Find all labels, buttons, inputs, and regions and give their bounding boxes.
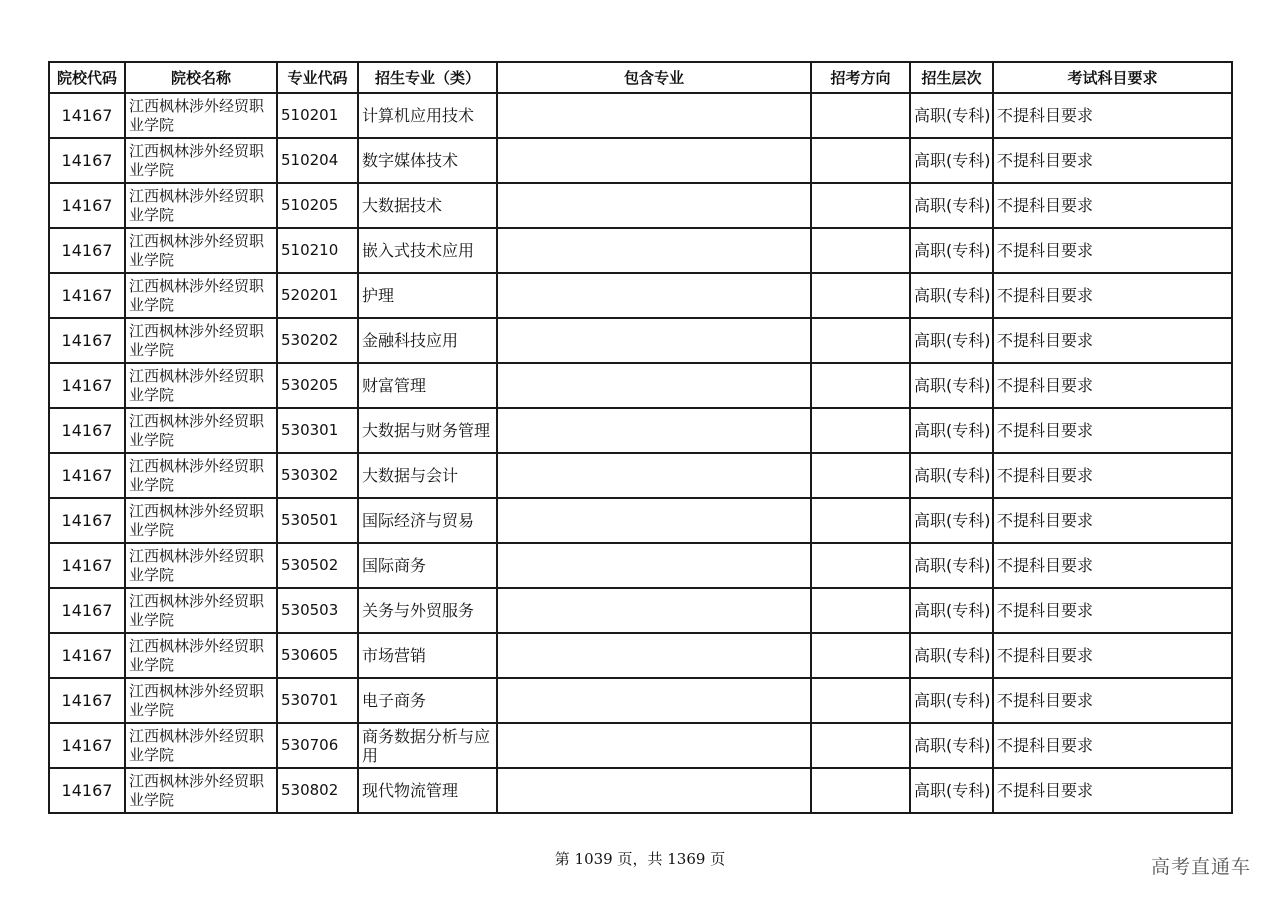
cell-level: 高职(专科) (910, 768, 993, 813)
cell-level: 高职(专科) (910, 543, 993, 588)
cell-school-name: 江西枫林涉外经贸职业学院 (125, 273, 277, 318)
table-row (49, 498, 1232, 543)
cell-requirement: 不提科目要求 (993, 588, 1232, 633)
cell-major-code: 530706 (277, 723, 358, 768)
table-row (49, 228, 1232, 273)
cell-major: 嵌入式技术应用 (358, 228, 497, 273)
cell-requirement: 不提科目要求 (993, 363, 1232, 408)
cell-major: 国际商务 (358, 543, 497, 588)
cell-level: 高职(专科) (910, 228, 993, 273)
cell-school-name: 江西枫林涉外经贸职业学院 (125, 588, 277, 633)
cell-included-majors (497, 678, 811, 723)
cell-major-code: 530605 (277, 633, 358, 678)
cell-major: 大数据与会计 (358, 453, 497, 498)
header-school-name: 院校名称 (125, 62, 277, 93)
cell-major: 国际经济与贸易 (358, 498, 497, 543)
cell-direction (811, 453, 910, 498)
cell-major-code: 530202 (277, 318, 358, 363)
cell-direction (811, 678, 910, 723)
cell-requirement: 不提科目要求 (993, 723, 1232, 768)
table-row (49, 543, 1232, 588)
cell-requirement: 不提科目要求 (993, 138, 1232, 183)
cell-level: 高职(专科) (910, 678, 993, 723)
cell-direction (811, 93, 910, 138)
cell-requirement: 不提科目要求 (993, 93, 1232, 138)
cell-included-majors (497, 183, 811, 228)
cell-requirement: 不提科目要求 (993, 453, 1232, 498)
cell-direction (811, 273, 910, 318)
cell-school-name: 江西枫林涉外经贸职业学院 (125, 183, 277, 228)
cell-level: 高职(专科) (910, 633, 993, 678)
cell-included-majors (497, 543, 811, 588)
table-row (49, 138, 1232, 183)
table-row (49, 318, 1232, 363)
cell-level: 高职(专科) (910, 588, 993, 633)
cell-school-code: 14167 (49, 543, 125, 588)
cell-requirement: 不提科目要求 (993, 273, 1232, 318)
header-level: 招生层次 (910, 62, 993, 93)
cell-requirement: 不提科目要求 (993, 228, 1232, 273)
cell-direction (811, 633, 910, 678)
cell-major: 财富管理 (358, 363, 497, 408)
cell-direction (811, 408, 910, 453)
cell-school-code: 14167 (49, 588, 125, 633)
cell-major-code: 530302 (277, 453, 358, 498)
table-row (49, 723, 1232, 768)
cell-included-majors (497, 498, 811, 543)
cell-level: 高职(专科) (910, 498, 993, 543)
cell-school-code: 14167 (49, 273, 125, 318)
cell-major-code: 530502 (277, 543, 358, 588)
table-row (49, 678, 1232, 723)
cell-direction (811, 723, 910, 768)
cell-level: 高职(专科) (910, 723, 993, 768)
cell-school-code: 14167 (49, 453, 125, 498)
cell-major: 金融科技应用 (358, 318, 497, 363)
cell-included-majors (497, 453, 811, 498)
cell-school-name: 江西枫林涉外经贸职业学院 (125, 453, 277, 498)
cell-level: 高职(专科) (910, 453, 993, 498)
cell-school-name: 江西枫林涉外经贸职业学院 (125, 723, 277, 768)
header-school-code: 院校代码 (49, 62, 125, 93)
cell-requirement: 不提科目要求 (993, 498, 1232, 543)
cell-included-majors (497, 768, 811, 813)
cell-school-name: 江西枫林涉外经贸职业学院 (125, 633, 277, 678)
cell-direction (811, 543, 910, 588)
cell-school-name: 江西枫林涉外经贸职业学院 (125, 363, 277, 408)
cell-level: 高职(专科) (910, 408, 993, 453)
cell-major-code: 530501 (277, 498, 358, 543)
header-requirement: 考试科目要求 (993, 62, 1232, 93)
cell-school-code: 14167 (49, 93, 125, 138)
cell-major-code: 510210 (277, 228, 358, 273)
cell-major-code: 530301 (277, 408, 358, 453)
cell-school-code: 14167 (49, 138, 125, 183)
watermark-text: 高考直通车 (1150, 856, 1251, 878)
cell-included-majors (497, 363, 811, 408)
cell-major: 大数据技术 (358, 183, 497, 228)
cell-direction (811, 138, 910, 183)
cell-level: 高职(专科) (910, 363, 993, 408)
cell-major: 电子商务 (358, 678, 497, 723)
cell-direction (811, 363, 910, 408)
enrollment-majors-table (48, 61, 1233, 814)
cell-direction (811, 498, 910, 543)
header-major: 招生专业（类） (358, 62, 497, 93)
cell-level: 高职(专科) (910, 93, 993, 138)
cell-level: 高职(专科) (910, 318, 993, 363)
cell-major-code: 530205 (277, 363, 358, 408)
table-row (49, 633, 1232, 678)
cell-school-code: 14167 (49, 723, 125, 768)
cell-major-code: 530802 (277, 768, 358, 813)
cell-direction (811, 228, 910, 273)
cell-school-code: 14167 (49, 498, 125, 543)
table-row (49, 768, 1232, 813)
cell-school-code: 14167 (49, 768, 125, 813)
cell-direction (811, 318, 910, 363)
cell-direction (811, 183, 910, 228)
cell-school-name: 江西枫林涉外经贸职业学院 (125, 138, 277, 183)
table-row (49, 453, 1232, 498)
cell-school-code: 14167 (49, 633, 125, 678)
cell-major-code: 510205 (277, 183, 358, 228)
cell-major-code: 520201 (277, 273, 358, 318)
cell-major: 关务与外贸服务 (358, 588, 497, 633)
cell-major: 数字媒体技术 (358, 138, 497, 183)
cell-school-code: 14167 (49, 183, 125, 228)
cell-included-majors (497, 408, 811, 453)
cell-major-code: 510201 (277, 93, 358, 138)
cell-school-name: 江西枫林涉外经贸职业学院 (125, 93, 277, 138)
cell-level: 高职(专科) (910, 183, 993, 228)
table-row (49, 588, 1232, 633)
cell-level: 高职(专科) (910, 138, 993, 183)
header-major-code: 专业代码 (277, 62, 358, 93)
table-row (49, 408, 1232, 453)
table-body (49, 93, 1232, 813)
cell-school-name: 江西枫林涉外经贸职业学院 (125, 228, 277, 273)
cell-school-name: 江西枫林涉外经贸职业学院 (125, 543, 277, 588)
cell-school-code: 14167 (49, 408, 125, 453)
cell-included-majors (497, 723, 811, 768)
cell-requirement: 不提科目要求 (993, 678, 1232, 723)
cell-major-code: 530503 (277, 588, 358, 633)
cell-included-majors (497, 588, 811, 633)
cell-school-code: 14167 (49, 678, 125, 723)
cell-school-name: 江西枫林涉外经贸职业学院 (125, 318, 277, 363)
cell-requirement: 不提科目要求 (993, 318, 1232, 363)
cell-school-name: 江西枫林涉外经贸职业学院 (125, 768, 277, 813)
cell-school-name: 江西枫林涉外经贸职业学院 (125, 408, 277, 453)
cell-included-majors (497, 633, 811, 678)
page-number: 第 1039 页，共 1369 页 (554, 850, 726, 868)
cell-major: 护理 (358, 273, 497, 318)
cell-included-majors (497, 318, 811, 363)
table-row (49, 93, 1232, 138)
cell-major: 计算机应用技术 (358, 93, 497, 138)
cell-major: 市场营销 (358, 633, 497, 678)
cell-direction (811, 768, 910, 813)
cell-school-name: 江西枫林涉外经贸职业学院 (125, 498, 277, 543)
cell-requirement: 不提科目要求 (993, 768, 1232, 813)
cell-major: 商务数据分析与应用 (358, 723, 497, 768)
cell-included-majors (497, 273, 811, 318)
cell-requirement: 不提科目要求 (993, 408, 1232, 453)
cell-included-majors (497, 93, 811, 138)
cell-school-code: 14167 (49, 318, 125, 363)
cell-major: 现代物流管理 (358, 768, 497, 813)
cell-requirement: 不提科目要求 (993, 633, 1232, 678)
header-direction: 招考方向 (811, 62, 910, 93)
cell-major: 大数据与财务管理 (358, 408, 497, 453)
cell-major-code: 530701 (277, 678, 358, 723)
table-row (49, 273, 1232, 318)
cell-included-majors (497, 138, 811, 183)
cell-included-majors (497, 228, 811, 273)
table-row (49, 183, 1232, 228)
table-header-row (49, 62, 1232, 93)
cell-level: 高职(专科) (910, 273, 993, 318)
cell-school-name: 江西枫林涉外经贸职业学院 (125, 678, 277, 723)
header-included-majors: 包含专业 (497, 62, 811, 93)
cell-major-code: 510204 (277, 138, 358, 183)
cell-requirement: 不提科目要求 (993, 183, 1232, 228)
cell-direction (811, 588, 910, 633)
cell-requirement: 不提科目要求 (993, 543, 1232, 588)
table-row (49, 363, 1232, 408)
cell-school-code: 14167 (49, 363, 125, 408)
cell-school-code: 14167 (49, 228, 125, 273)
